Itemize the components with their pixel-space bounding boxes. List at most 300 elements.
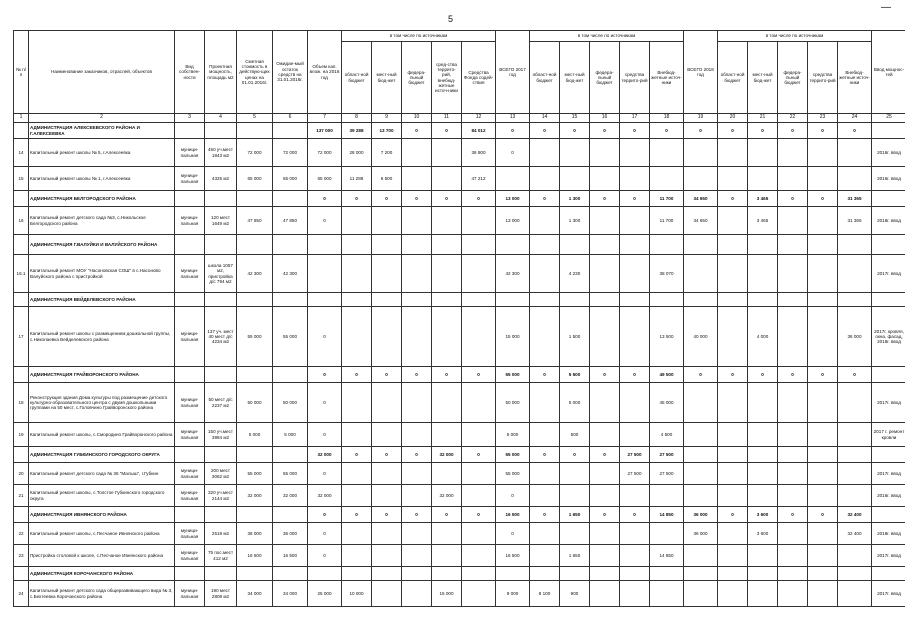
column-number: 22: [778, 114, 808, 123]
table-cell: [718, 581, 748, 607]
table-cell: 11 700: [650, 207, 684, 235]
table-cell: 15: [14, 167, 29, 191]
object-name-cell: Капитальный ремонт детского сада №3, с.Никольское Белгородского района: [29, 207, 175, 235]
column-number: 21: [748, 114, 778, 123]
table-cell: [372, 423, 402, 447]
table-cell: [718, 235, 748, 255]
table-cell: 32 000: [308, 447, 342, 463]
section-total-row: [14, 235, 905, 255]
table-cell: 0: [748, 123, 778, 139]
col-header: ВСЕГО 2017 год: [496, 31, 530, 114]
table-cell: 17: [14, 307, 29, 367]
table-cell: [778, 447, 808, 463]
section-total-row: [14, 191, 905, 207]
table-cell: 27 500: [650, 463, 684, 485]
table-cell: [432, 523, 462, 545]
table-row: [14, 485, 905, 507]
column-number: 5: [237, 114, 273, 123]
table-cell: 22: [14, 523, 29, 545]
table-cell: [462, 567, 496, 581]
table-cell: [838, 485, 872, 507]
table-cell: [808, 463, 838, 485]
table-cell: [684, 255, 718, 293]
table-cell: [372, 523, 402, 545]
table-cell: [838, 545, 872, 567]
table-cell: [342, 383, 372, 423]
table-cell: [838, 567, 872, 581]
table-cell: 4 500: [650, 423, 684, 447]
table-cell: [748, 139, 778, 167]
table-cell: [462, 207, 496, 235]
table-cell: 2016г. ввод: [872, 139, 905, 167]
table-cell: [462, 463, 496, 485]
table-cell: 0: [308, 383, 342, 423]
table-cell: 65 000: [273, 167, 308, 191]
table-cell: 24: [14, 581, 29, 607]
table-cell: 36 000: [273, 523, 308, 545]
table-cell: 0: [308, 523, 342, 545]
column-number: 24: [838, 114, 872, 123]
object-name-cell: АДМИНИСТРАЦИЯ АЛЕКСЕЕВСКОГО РАЙОНА И Г.АЛЕКСЕЕВКА: [29, 123, 175, 139]
table-cell: [684, 463, 718, 485]
table-cell: 55 000: [273, 463, 308, 485]
table-cell: [650, 167, 684, 191]
table-cell: 2016г. ввод: [872, 167, 905, 191]
table-cell: [462, 255, 496, 293]
table-cell: 1 300: [560, 191, 590, 207]
table-cell: [530, 423, 560, 447]
table-cell: 0: [372, 447, 402, 463]
table-cell: 4 000: [748, 307, 778, 367]
table-cell: [205, 235, 237, 255]
object-name-cell: Капитальный ремонт МОУ "Насоновская СОШ" в с.Насоново Валуйского района с пристройкой: [29, 255, 175, 293]
table-cell: [402, 545, 432, 567]
col-header: Ожидае-мый остаток средств на 31.01.2016г.: [273, 31, 308, 114]
table-row: [14, 463, 905, 485]
table-cell: 1 300: [560, 207, 590, 235]
table-cell: [205, 191, 237, 207]
table-cell: 0: [778, 123, 808, 139]
table-cell: 120 мест 1649 м2: [205, 207, 237, 235]
table-cell: муници-пальная: [175, 523, 205, 545]
table-cell: 16: [14, 207, 29, 235]
table-cell: 47 212: [462, 167, 496, 191]
table-cell: [872, 235, 905, 255]
table-row: [14, 545, 905, 567]
table-cell: [496, 567, 530, 581]
column-number: 23: [808, 114, 838, 123]
section-total-row: [14, 447, 905, 463]
table-cell: 5 000: [237, 423, 273, 447]
table-cell: 0: [590, 123, 620, 139]
table-cell: 50 000: [273, 383, 308, 423]
table-row: [14, 523, 905, 545]
table-row: [14, 207, 905, 235]
table-cell: [175, 235, 205, 255]
table-cell: [462, 383, 496, 423]
table-cell: [432, 207, 462, 235]
table-cell: 13 700: [372, 123, 402, 139]
table-cell: [620, 581, 650, 607]
column-number: 9: [372, 114, 402, 123]
table-cell: [342, 485, 372, 507]
table-cell: [808, 545, 838, 567]
table-cell: [342, 463, 372, 485]
table-cell: 28 000: [342, 139, 372, 167]
table-cell: [372, 463, 402, 485]
table-cell: 0: [432, 123, 462, 139]
table-cell: 72 000: [237, 139, 273, 167]
table-cell: [273, 123, 308, 139]
table-cell: [590, 139, 620, 167]
table-cell: [808, 235, 838, 255]
table-cell: [273, 567, 308, 581]
table-cell: [590, 383, 620, 423]
table-cell: 50 мест д/с 2237 м2: [205, 383, 237, 423]
table-cell: [432, 139, 462, 167]
table-cell: 0: [308, 307, 342, 367]
table-cell: [872, 123, 905, 139]
table-cell: 0: [496, 139, 530, 167]
table-cell: 137 000: [308, 123, 342, 139]
table-cell: 65 000: [237, 167, 273, 191]
table-cell: [838, 581, 872, 607]
table-cell: [462, 485, 496, 507]
table-cell: [402, 423, 432, 447]
table-cell: 0: [496, 123, 530, 139]
table-cell: [808, 307, 838, 367]
column-number: 13: [496, 114, 530, 123]
table-cell: 4325 м2: [205, 167, 237, 191]
table-cell: 2016г. ввод: [872, 485, 905, 507]
table-cell: [808, 567, 838, 581]
table-cell: 3 600: [748, 523, 778, 545]
table-cell: 36 000: [684, 523, 718, 545]
table-cell: 0: [342, 367, 372, 383]
table-cell: 84 012: [462, 123, 496, 139]
table-cell: 0: [808, 123, 838, 139]
table-cell: 0: [560, 123, 590, 139]
table-cell: 0: [684, 123, 718, 139]
table-cell: 65 000: [308, 167, 342, 191]
table-row: [14, 581, 905, 607]
table-cell: 42 300: [273, 255, 308, 293]
table-cell: [620, 207, 650, 235]
table-cell: 50 000: [237, 383, 273, 423]
table-cell: 36 000: [237, 523, 273, 545]
table-cell: [237, 123, 273, 139]
table-cell: 14 850: [650, 507, 684, 523]
table-cell: [530, 167, 560, 191]
table-cell: 7 200: [372, 139, 402, 167]
col-header: средства террито-рий: [808, 42, 838, 114]
table-cell: 50 000: [496, 383, 530, 423]
table-cell: [748, 255, 778, 293]
table-cell: 0: [462, 367, 496, 383]
table-cell: 0: [402, 447, 432, 463]
table-cell: [778, 545, 808, 567]
table-cell: 137 уч. мест 40 мест д/с 4234 м2: [205, 307, 237, 367]
table-cell: [402, 383, 432, 423]
col-header: ВСЕГО 2018 год: [684, 31, 718, 114]
table-cell: [308, 235, 342, 255]
table-cell: [590, 423, 620, 447]
table-cell: [402, 139, 432, 167]
group-header: в том числе по источникам: [342, 31, 496, 42]
table-cell: 38 070: [650, 255, 684, 293]
column-number: 7: [308, 114, 342, 123]
table-row: [14, 423, 905, 447]
table-cell: 450 уч.мест 1843 м2: [205, 139, 237, 167]
table-cell: 0: [432, 367, 462, 383]
table-cell: [808, 523, 838, 545]
table-cell: 34 650: [684, 191, 718, 207]
table-cell: [237, 293, 273, 307]
table-cell: [718, 207, 748, 235]
table-cell: 42 300: [237, 255, 273, 293]
table-cell: [748, 545, 778, 567]
table-cell: [402, 167, 432, 191]
col-header: област-ной бюджет: [530, 42, 560, 114]
object-name-cell: Капитальный ремонт школы, с.Песчаное Ивнянского района: [29, 523, 175, 545]
table-cell: [620, 423, 650, 447]
table-cell: [872, 507, 905, 523]
table-cell: [590, 545, 620, 567]
table-cell: [237, 447, 273, 463]
table-cell: 14: [14, 139, 29, 167]
table-cell: [872, 367, 905, 383]
table-cell: [872, 447, 905, 463]
table-cell: [560, 567, 590, 581]
table-cell: [530, 485, 560, 507]
table-cell: [372, 383, 402, 423]
table-cell: [308, 567, 342, 581]
table-cell: [496, 167, 530, 191]
table-cell: [650, 293, 684, 307]
table-cell: [342, 255, 372, 293]
table-cell: 0: [432, 191, 462, 207]
table-cell: 2017г. кровля, окна, фасад, 2018г. ввод: [872, 307, 905, 367]
table-cell: 2017г. ввод: [872, 463, 905, 485]
object-name-cell: Капитальный ремонт школы, с.Толстое Губкинского городского округа: [29, 485, 175, 507]
table-row: [14, 383, 905, 423]
table-cell: [14, 293, 29, 307]
object-name-cell: Пристройка столовой к школе, с.Песчаное Ивнянского района: [29, 545, 175, 567]
table-cell: 40 000: [684, 307, 718, 367]
column-number: 15: [560, 114, 590, 123]
section-total-row: [14, 507, 905, 523]
table-cell: [590, 463, 620, 485]
table-cell: 15 000: [432, 581, 462, 607]
table-cell: [14, 447, 29, 463]
table-cell: 55 000: [237, 307, 273, 367]
table-cell: [778, 293, 808, 307]
table-cell: 0: [808, 367, 838, 383]
table-cell: 3 465: [748, 191, 778, 207]
table-cell: 32 000: [308, 485, 342, 507]
table-cell: [778, 307, 808, 367]
table-cell: [590, 167, 620, 191]
table-cell: [718, 255, 748, 293]
table-cell: 36 800: [462, 139, 496, 167]
col-header: мест-ный бюд-жет: [748, 42, 778, 114]
table-cell: 1 500: [560, 307, 590, 367]
col-header: № п/п: [14, 31, 29, 114]
table-cell: [590, 293, 620, 307]
table-cell: [530, 523, 560, 545]
table-cell: [175, 191, 205, 207]
table-cell: 0: [838, 123, 872, 139]
col-header: федера-льный бюджет: [402, 42, 432, 114]
table-cell: 9 000: [496, 581, 530, 607]
table-cell: [402, 207, 432, 235]
table-cell: [560, 293, 590, 307]
table-cell: 11 700: [650, 191, 684, 207]
table-cell: 75 пос.мест 412 м2: [205, 545, 237, 567]
table-cell: [237, 191, 273, 207]
table-cell: [237, 235, 273, 255]
table-cell: 0: [620, 191, 650, 207]
table-cell: [684, 423, 718, 447]
table-cell: 0: [590, 507, 620, 523]
table-cell: [496, 235, 530, 255]
table-cell: 55 000: [496, 447, 530, 463]
table-cell: [530, 567, 560, 581]
column-number: 25: [872, 114, 905, 123]
table-cell: 0: [308, 367, 342, 383]
table-cell: 0: [530, 447, 560, 463]
table-cell: [462, 307, 496, 367]
table-cell: 0: [496, 523, 530, 545]
table-cell: [432, 545, 462, 567]
table-cell: 11 288: [342, 167, 372, 191]
table-cell: [560, 463, 590, 485]
object-name-cell: АДМИНИСТРАЦИЯ ИВНЯНСКОГО РАЙОНА: [29, 507, 175, 523]
table-cell: [342, 567, 372, 581]
table-cell: 320 уч.мест 2144 м2: [205, 485, 237, 507]
table-cell: [838, 463, 872, 485]
table-cell: [432, 423, 462, 447]
table-cell: 25 000: [308, 581, 342, 607]
table-cell: 16.1: [14, 255, 29, 293]
table-cell: [620, 485, 650, 507]
table-cell: [620, 167, 650, 191]
table-cell: 0: [308, 191, 342, 207]
table-cell: [748, 447, 778, 463]
table-cell: [590, 485, 620, 507]
table-cell: 23: [14, 545, 29, 567]
table-cell: [838, 235, 872, 255]
table-cell: 19: [14, 423, 29, 447]
table-cell: [342, 207, 372, 235]
table-cell: [308, 293, 342, 307]
col-header: федера-льный бюджет: [590, 42, 620, 114]
table-cell: [684, 567, 718, 581]
table-cell: [273, 293, 308, 307]
table-cell: 190 мест 2808 м2: [205, 581, 237, 607]
table-cell: 900: [560, 581, 590, 607]
table-cell: 55 000: [273, 307, 308, 367]
table-cell: 36 000: [684, 507, 718, 523]
col-header: Внебюд-жетные источ-ники: [650, 42, 684, 114]
object-name-cell: АДМИНИСТРАЦИЯ ВЕЙДЕЛЕВСКОГО РАЙОНА: [29, 293, 175, 307]
table-cell: 18: [14, 383, 29, 423]
table-cell: 0: [530, 367, 560, 383]
table-cell: [748, 567, 778, 581]
table-cell: [308, 255, 342, 293]
table-cell: [462, 545, 496, 567]
column-number: 11: [432, 114, 462, 123]
table-cell: [560, 235, 590, 255]
table-cell: муници-пальная: [175, 581, 205, 607]
table-cell: 0: [402, 507, 432, 523]
table-cell: [718, 307, 748, 367]
table-cell: 0: [620, 507, 650, 523]
table-cell: 0: [620, 367, 650, 383]
table-cell: [748, 293, 778, 307]
col-header: Средства Фонда содей-ствия: [462, 42, 496, 114]
table-cell: [650, 485, 684, 507]
table-cell: [650, 581, 684, 607]
corner-mark: —: [881, 2, 891, 13]
table-cell: 42 300: [496, 255, 530, 293]
table-cell: 0: [402, 191, 432, 207]
table-cell: [530, 545, 560, 567]
table-cell: 16 500: [496, 507, 530, 523]
table-cell: [432, 255, 462, 293]
table-cell: [175, 447, 205, 463]
table-cell: 16 500: [496, 545, 530, 567]
table-cell: [808, 139, 838, 167]
table-cell: [372, 581, 402, 607]
table-cell: [496, 293, 530, 307]
column-number: 18: [650, 114, 684, 123]
table-cell: [748, 383, 778, 423]
column-number: 12: [462, 114, 496, 123]
table-cell: 1 650: [560, 507, 590, 523]
table-cell: 47 850: [237, 207, 273, 235]
table-cell: [620, 235, 650, 255]
object-name-cell: Капитальный ремонт школы, с.Смородино Грайворонского района: [29, 423, 175, 447]
object-name-cell: Реконструкция здания Дома культуры под размещение детского культурно-образовательного центра с двумя дошкольными группами на 50 мест, с.Головчино Грайворонского района: [29, 383, 175, 423]
table-cell: 5 000: [273, 423, 308, 447]
table-cell: [650, 235, 684, 255]
table-cell: [778, 423, 808, 447]
col-header: област-ной бюджет: [342, 42, 372, 114]
group-header: в том числе по источникам: [530, 31, 684, 42]
table-cell: 3 465: [748, 207, 778, 235]
table-cell: [684, 581, 718, 607]
table-cell: [273, 367, 308, 383]
table-cell: [684, 485, 718, 507]
table-cell: 0: [718, 191, 748, 207]
table-cell: [838, 167, 872, 191]
table-cell: 27 500: [650, 447, 684, 463]
col-header: Объем кап. влож. на 2016 год: [308, 31, 342, 114]
table-cell: [620, 383, 650, 423]
table-cell: 0: [650, 123, 684, 139]
table-cell: 0: [308, 207, 342, 235]
table-cell: 2017 г. ремонт кровли: [872, 423, 905, 447]
table-cell: 0: [718, 123, 748, 139]
table-cell: [372, 207, 402, 235]
table-cell: 500: [560, 423, 590, 447]
col-header: мест-ный бюд-жет: [372, 42, 402, 114]
object-name-cell: АДМИНИСТРАЦИЯ БЕЛГОРОДСКОГО РАЙОНА: [29, 191, 175, 207]
column-number: 16: [590, 114, 620, 123]
table-cell: 34 000: [273, 581, 308, 607]
table-cell: [872, 567, 905, 581]
